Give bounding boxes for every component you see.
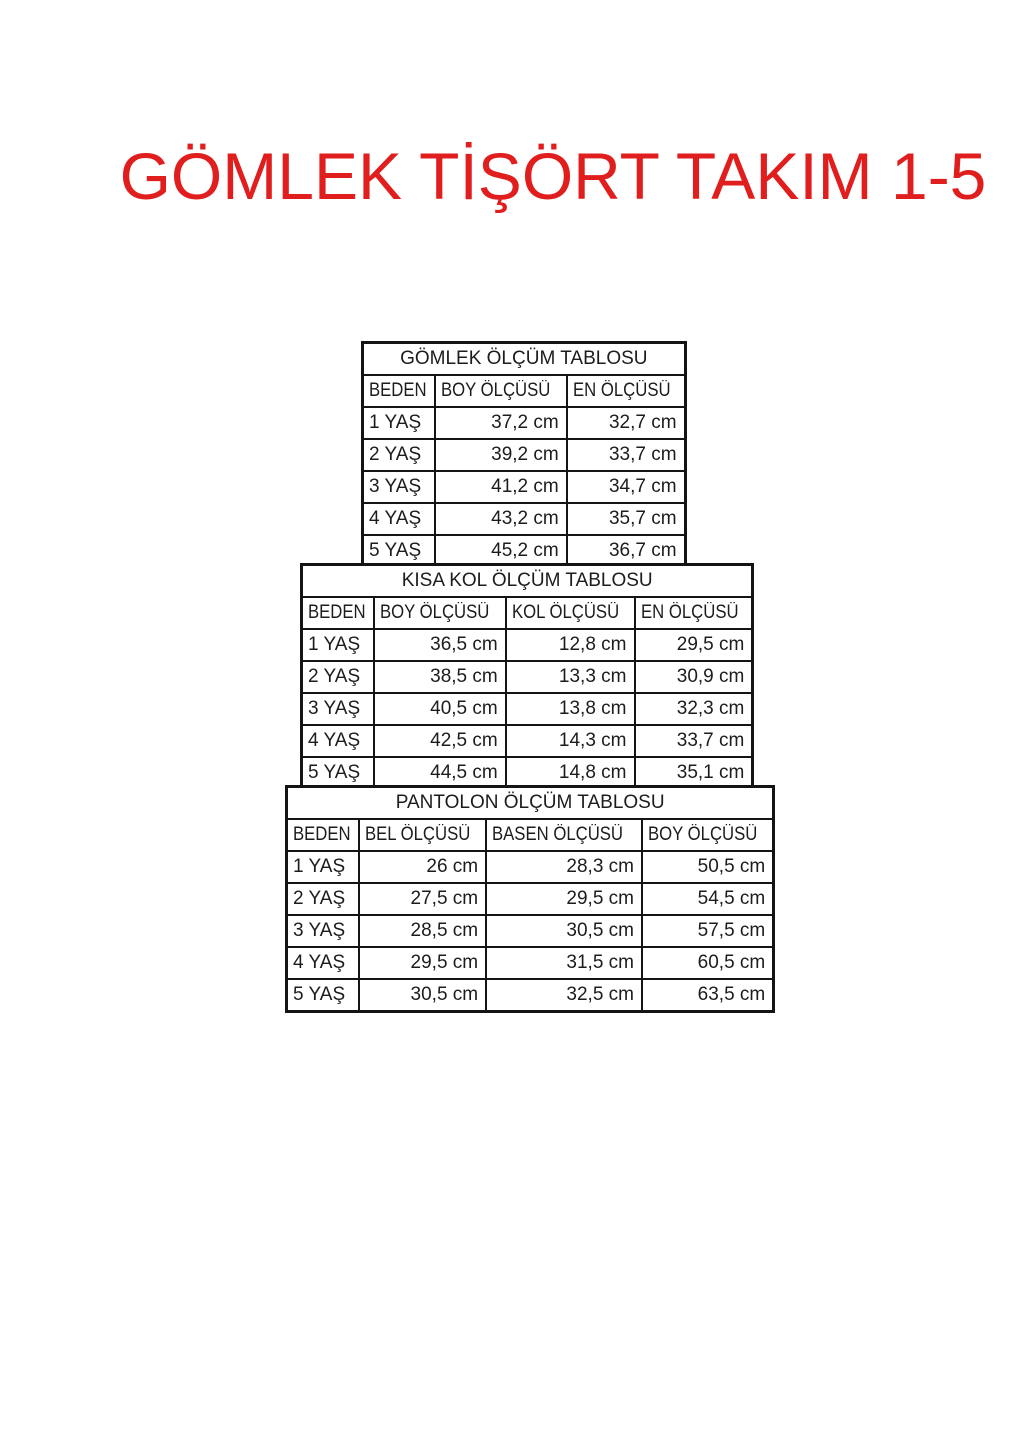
table-title-row — [287, 787, 774, 820]
value-cell: 33,7 cm — [635, 725, 753, 757]
value-cell: 30,9 cm — [635, 661, 753, 693]
column-header-label: BEDEN — [369, 380, 427, 401]
pants-measurement-table — [285, 785, 775, 1013]
table-row — [287, 947, 774, 979]
value-cell: 28,3 cm — [486, 851, 642, 883]
value-cell: 12,8 cm — [506, 629, 635, 661]
size-cell: 2 YAŞ — [363, 439, 436, 471]
value-cell: 34,7 cm — [567, 471, 685, 503]
value-cell: 35,7 cm — [567, 503, 685, 535]
column-header-label: BASEN ÖLÇÜSÜ — [492, 824, 624, 845]
table-title: KISA KOL ÖLÇÜM TABLOSU — [302, 565, 753, 598]
value-cell: 36,5 cm — [374, 629, 505, 661]
table-header-row — [363, 375, 686, 407]
table-row — [302, 725, 753, 757]
size-cell: 5 YAŞ — [287, 979, 360, 1012]
page-title: GÖMLEK TİŞÖRT TAKIM 1-5 — [119, 139, 987, 213]
column-header-kol — [506, 597, 635, 629]
column-header-label: EN ÖLÇÜSÜ — [640, 602, 739, 623]
table-header-row — [302, 597, 753, 629]
table-row — [363, 471, 686, 503]
value-cell: 13,3 cm — [506, 661, 635, 693]
column-header-label: KOL ÖLÇÜSÜ — [511, 602, 619, 623]
value-cell: 63,5 cm — [642, 979, 774, 1012]
table-title: GÖMLEK ÖLÇÜM TABLOSU — [363, 343, 686, 376]
value-cell: 60,5 cm — [642, 947, 774, 979]
column-header-label: BOY ÖLÇÜSÜ — [380, 602, 490, 623]
column-header-label: BEDEN — [308, 602, 366, 623]
size-cell: 5 YAŞ — [363, 535, 436, 568]
column-header-beden — [363, 375, 436, 407]
table-title: PANTOLON ÖLÇÜM TABLOSU — [287, 787, 774, 820]
value-cell: 29,5 cm — [486, 883, 642, 915]
value-cell: 43,2 cm — [435, 503, 566, 535]
value-cell: 30,5 cm — [486, 915, 642, 947]
size-cell: 5 YAŞ — [302, 757, 375, 790]
value-cell: 36,7 cm — [567, 535, 685, 568]
column-header-label: BEL ÖLÇÜSÜ — [365, 824, 471, 845]
column-header-label: BOY ÖLÇÜSÜ — [648, 824, 758, 845]
value-cell: 37,2 cm — [435, 407, 566, 439]
size-cell: 3 YAŞ — [302, 693, 375, 725]
size-cell: 3 YAŞ — [363, 471, 436, 503]
value-cell: 14,3 cm — [506, 725, 635, 757]
value-cell: 41,2 cm — [435, 471, 566, 503]
column-header-en — [567, 375, 685, 407]
size-cell: 4 YAŞ — [302, 725, 375, 757]
value-cell: 32,7 cm — [567, 407, 685, 439]
value-cell: 29,5 cm — [359, 947, 486, 979]
size-cell: 1 YAŞ — [363, 407, 436, 439]
column-header-beden — [302, 597, 375, 629]
value-cell: 57,5 cm — [642, 915, 774, 947]
size-cell: 2 YAŞ — [302, 661, 375, 693]
column-header-label: EN ÖLÇÜSÜ — [572, 380, 671, 401]
column-header-basen — [486, 819, 642, 851]
value-cell: 27,5 cm — [359, 883, 486, 915]
table-title-row — [363, 343, 686, 376]
value-cell: 40,5 cm — [374, 693, 505, 725]
shirt-measurement-table — [361, 341, 687, 569]
value-cell: 29,5 cm — [635, 629, 753, 661]
column-header-en — [635, 597, 753, 629]
table-row — [287, 979, 774, 1012]
value-cell: 33,7 cm — [567, 439, 685, 471]
value-cell: 30,5 cm — [359, 979, 486, 1012]
value-cell: 39,2 cm — [435, 439, 566, 471]
value-cell: 31,5 cm — [486, 947, 642, 979]
size-cell: 4 YAŞ — [287, 947, 360, 979]
value-cell: 38,5 cm — [374, 661, 505, 693]
value-cell: 50,5 cm — [642, 851, 774, 883]
value-cell: 26 cm — [359, 851, 486, 883]
table-row — [287, 851, 774, 883]
column-header-boy — [435, 375, 566, 407]
table-row — [363, 407, 686, 439]
size-cell: 4 YAŞ — [363, 503, 436, 535]
table-row — [302, 693, 753, 725]
value-cell: 32,3 cm — [635, 693, 753, 725]
column-header-bel — [359, 819, 486, 851]
value-cell: 42,5 cm — [374, 725, 505, 757]
size-cell: 1 YAŞ — [287, 851, 360, 883]
table-header-row — [287, 819, 774, 851]
size-cell: 3 YAŞ — [287, 915, 360, 947]
size-cell: 1 YAŞ — [302, 629, 375, 661]
value-cell: 35,1 cm — [635, 757, 753, 790]
table-row — [287, 915, 774, 947]
table-row — [287, 883, 774, 915]
table-title-row — [302, 565, 753, 598]
value-cell: 44,5 cm — [374, 757, 505, 790]
column-header-beden — [287, 819, 360, 851]
column-header-boy — [374, 597, 505, 629]
value-cell: 28,5 cm — [359, 915, 486, 947]
column-header-label: BOY ÖLÇÜSÜ — [441, 380, 551, 401]
value-cell: 32,5 cm — [486, 979, 642, 1012]
value-cell: 45,2 cm — [435, 535, 566, 568]
table-row — [363, 503, 686, 535]
table-row — [302, 629, 753, 661]
table-row — [302, 661, 753, 693]
value-cell: 13,8 cm — [506, 693, 635, 725]
value-cell: 54,5 cm — [642, 883, 774, 915]
size-cell: 2 YAŞ — [287, 883, 360, 915]
short-sleeve-measurement-table — [300, 563, 754, 791]
column-header-label: BEDEN — [293, 824, 351, 845]
table-row — [363, 439, 686, 471]
value-cell: 14,8 cm — [506, 757, 635, 790]
column-header-boy — [642, 819, 774, 851]
